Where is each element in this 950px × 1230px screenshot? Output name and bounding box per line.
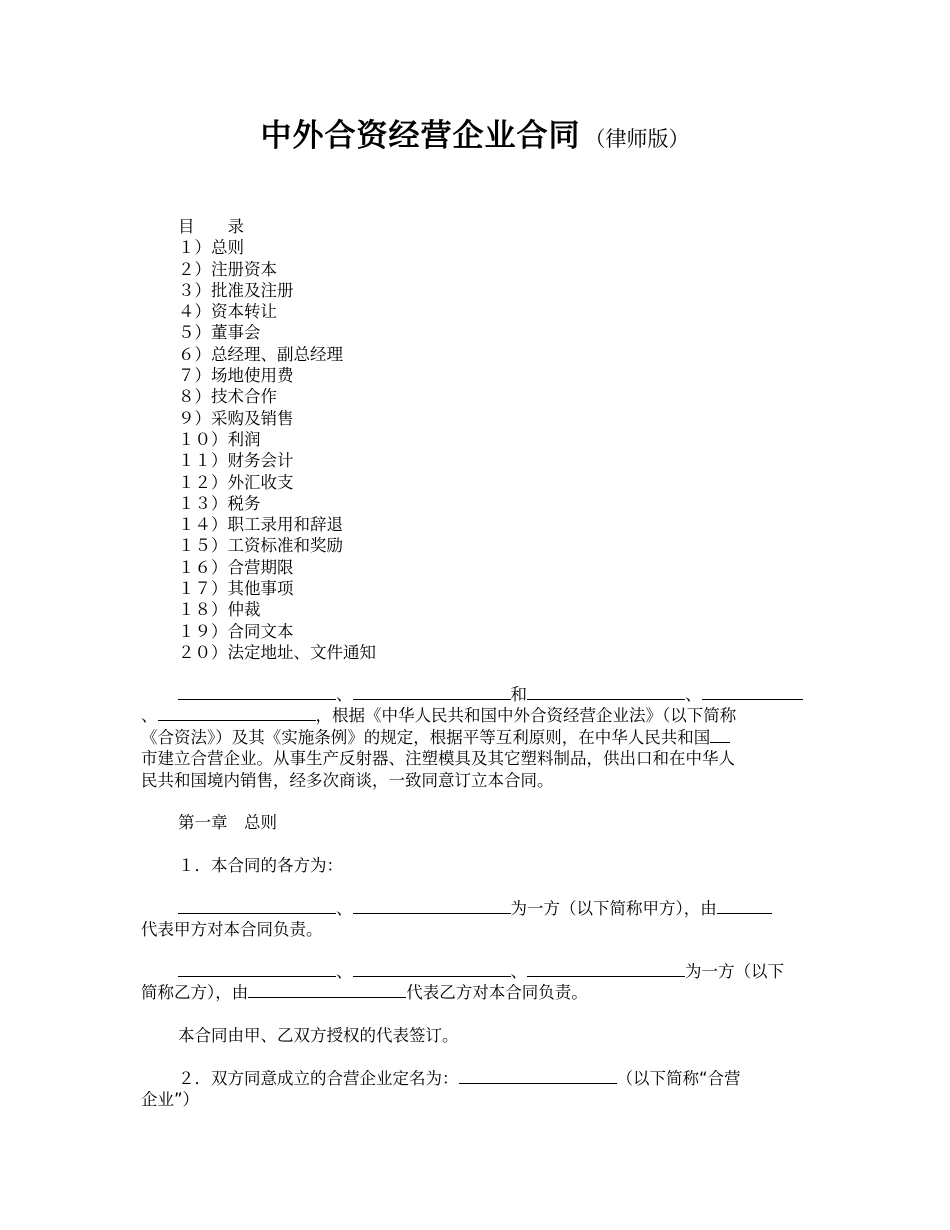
text-line: 市建立合营企业。从事生产反射器、注塑模具及其它塑料制品，供出口和在中华人 — [141, 749, 735, 769]
toc-item: １６）合营期限 — [178, 557, 294, 577]
toc-item: １０）利润 — [178, 429, 261, 449]
text-line — [141, 684, 811, 705]
blank-field[interactable] — [710, 727, 730, 743]
title-subtitle: （律师版） — [584, 127, 690, 151]
text-line — [141, 1068, 811, 1089]
toc-item: ７）场地使用费 — [178, 366, 294, 386]
text-run: 为一方（以下简称甲方），由 — [510, 899, 717, 918]
text-run: （以下简称“合营 — [616, 1069, 741, 1088]
title-main: 中外合资经营企业合同 — [260, 118, 581, 154]
separator: 、 — [510, 962, 527, 981]
blank-field[interactable] — [178, 898, 336, 914]
toc-item: ４）资本转让 — [178, 302, 277, 322]
text-line — [141, 727, 811, 748]
text-line — [141, 898, 811, 919]
toc-item: ２０）法定地址、文件通知 — [178, 642, 376, 662]
conjunction: 和 — [510, 685, 527, 704]
blank-field[interactable] — [717, 898, 772, 914]
blank-field[interactable] — [702, 684, 803, 700]
blank-field[interactable] — [178, 684, 336, 700]
separator: 、 — [336, 899, 353, 918]
text-line: 民共和国境内销售，经多次商谈，一致同意订立本合同。 — [141, 770, 554, 790]
blank-field[interactable] — [158, 705, 316, 721]
toc-item: ６）总经理、副总经理 — [178, 344, 343, 364]
article-2-paragraph — [141, 1068, 811, 1111]
toc-item: １７）其他事项 — [178, 579, 294, 599]
blank-field[interactable] — [178, 961, 336, 977]
toc-item: １９）合同文本 — [178, 621, 294, 641]
toc-item: １１）财务会计 — [178, 451, 294, 471]
article-1-heading — [141, 855, 811, 876]
signature-paragraph — [141, 1025, 811, 1046]
toc-item: １２）外汇收支 — [178, 472, 294, 492]
chapter-1-heading: 第一章 总则 — [178, 813, 277, 832]
blank-field[interactable] — [527, 684, 685, 700]
text-line: 本合同由甲、乙双方授权的代表签订。 — [178, 1026, 459, 1045]
text-line — [141, 705, 811, 726]
blank-field[interactable] — [459, 1068, 617, 1084]
blank-field[interactable] — [353, 684, 511, 700]
party-a-paragraph — [141, 898, 811, 941]
toc-item: １）总则 — [178, 238, 244, 258]
text-run: 简称乙方），由 — [141, 983, 249, 1003]
text-run: 代表乙方对本合同负责。 — [406, 983, 588, 1003]
toc-item: ５）董事会 — [178, 323, 261, 343]
text-line — [141, 961, 811, 982]
blank-field[interactable] — [353, 898, 511, 914]
separator: 、 — [336, 685, 353, 704]
toc-item: ２）注册资本 — [178, 259, 277, 279]
article-heading: １．本合同的各方为： — [178, 856, 343, 875]
toc-item: １３）税务 — [178, 493, 261, 513]
text-line: 企业”） — [141, 1090, 200, 1110]
separator: 、 — [336, 962, 353, 981]
toc-item: １４）职工录用和辞退 — [178, 515, 343, 535]
text-line — [141, 982, 811, 1003]
toc-item: ８）技术合作 — [178, 387, 277, 407]
separator: 、 — [141, 706, 158, 726]
party-b-paragraph — [141, 961, 811, 1004]
toc-heading: 目 录 — [178, 217, 244, 236]
text-run: 为一方（以下 — [685, 962, 784, 981]
blank-field[interactable] — [353, 961, 511, 977]
blank-field[interactable] — [248, 982, 406, 998]
separator: 、 — [685, 685, 702, 704]
toc-item: １５）工资标准和奖励 — [178, 536, 343, 556]
text-run: 《合资法》）及其《实施条例》的规定，根据平等互利原则，在中华人民共和国 — [141, 727, 711, 747]
blank-field[interactable] — [527, 961, 685, 977]
toc-item: ９）采购及销售 — [178, 408, 294, 428]
toc-item: １８）仲裁 — [178, 600, 261, 620]
toc-item: ３）批准及注册 — [178, 280, 294, 300]
text-run: ，根据《中华人民共和国中外合资经营企业法》（以下简称 — [315, 706, 737, 726]
chapter-heading — [141, 812, 811, 833]
text-run: ２．双方同意成立的合营企业定名为： — [178, 1069, 459, 1088]
text-line: 代表甲方对本合同负责。 — [141, 920, 323, 940]
table-of-contents — [178, 216, 376, 663]
preamble-paragraph — [141, 684, 811, 791]
document-title — [0, 114, 950, 163]
